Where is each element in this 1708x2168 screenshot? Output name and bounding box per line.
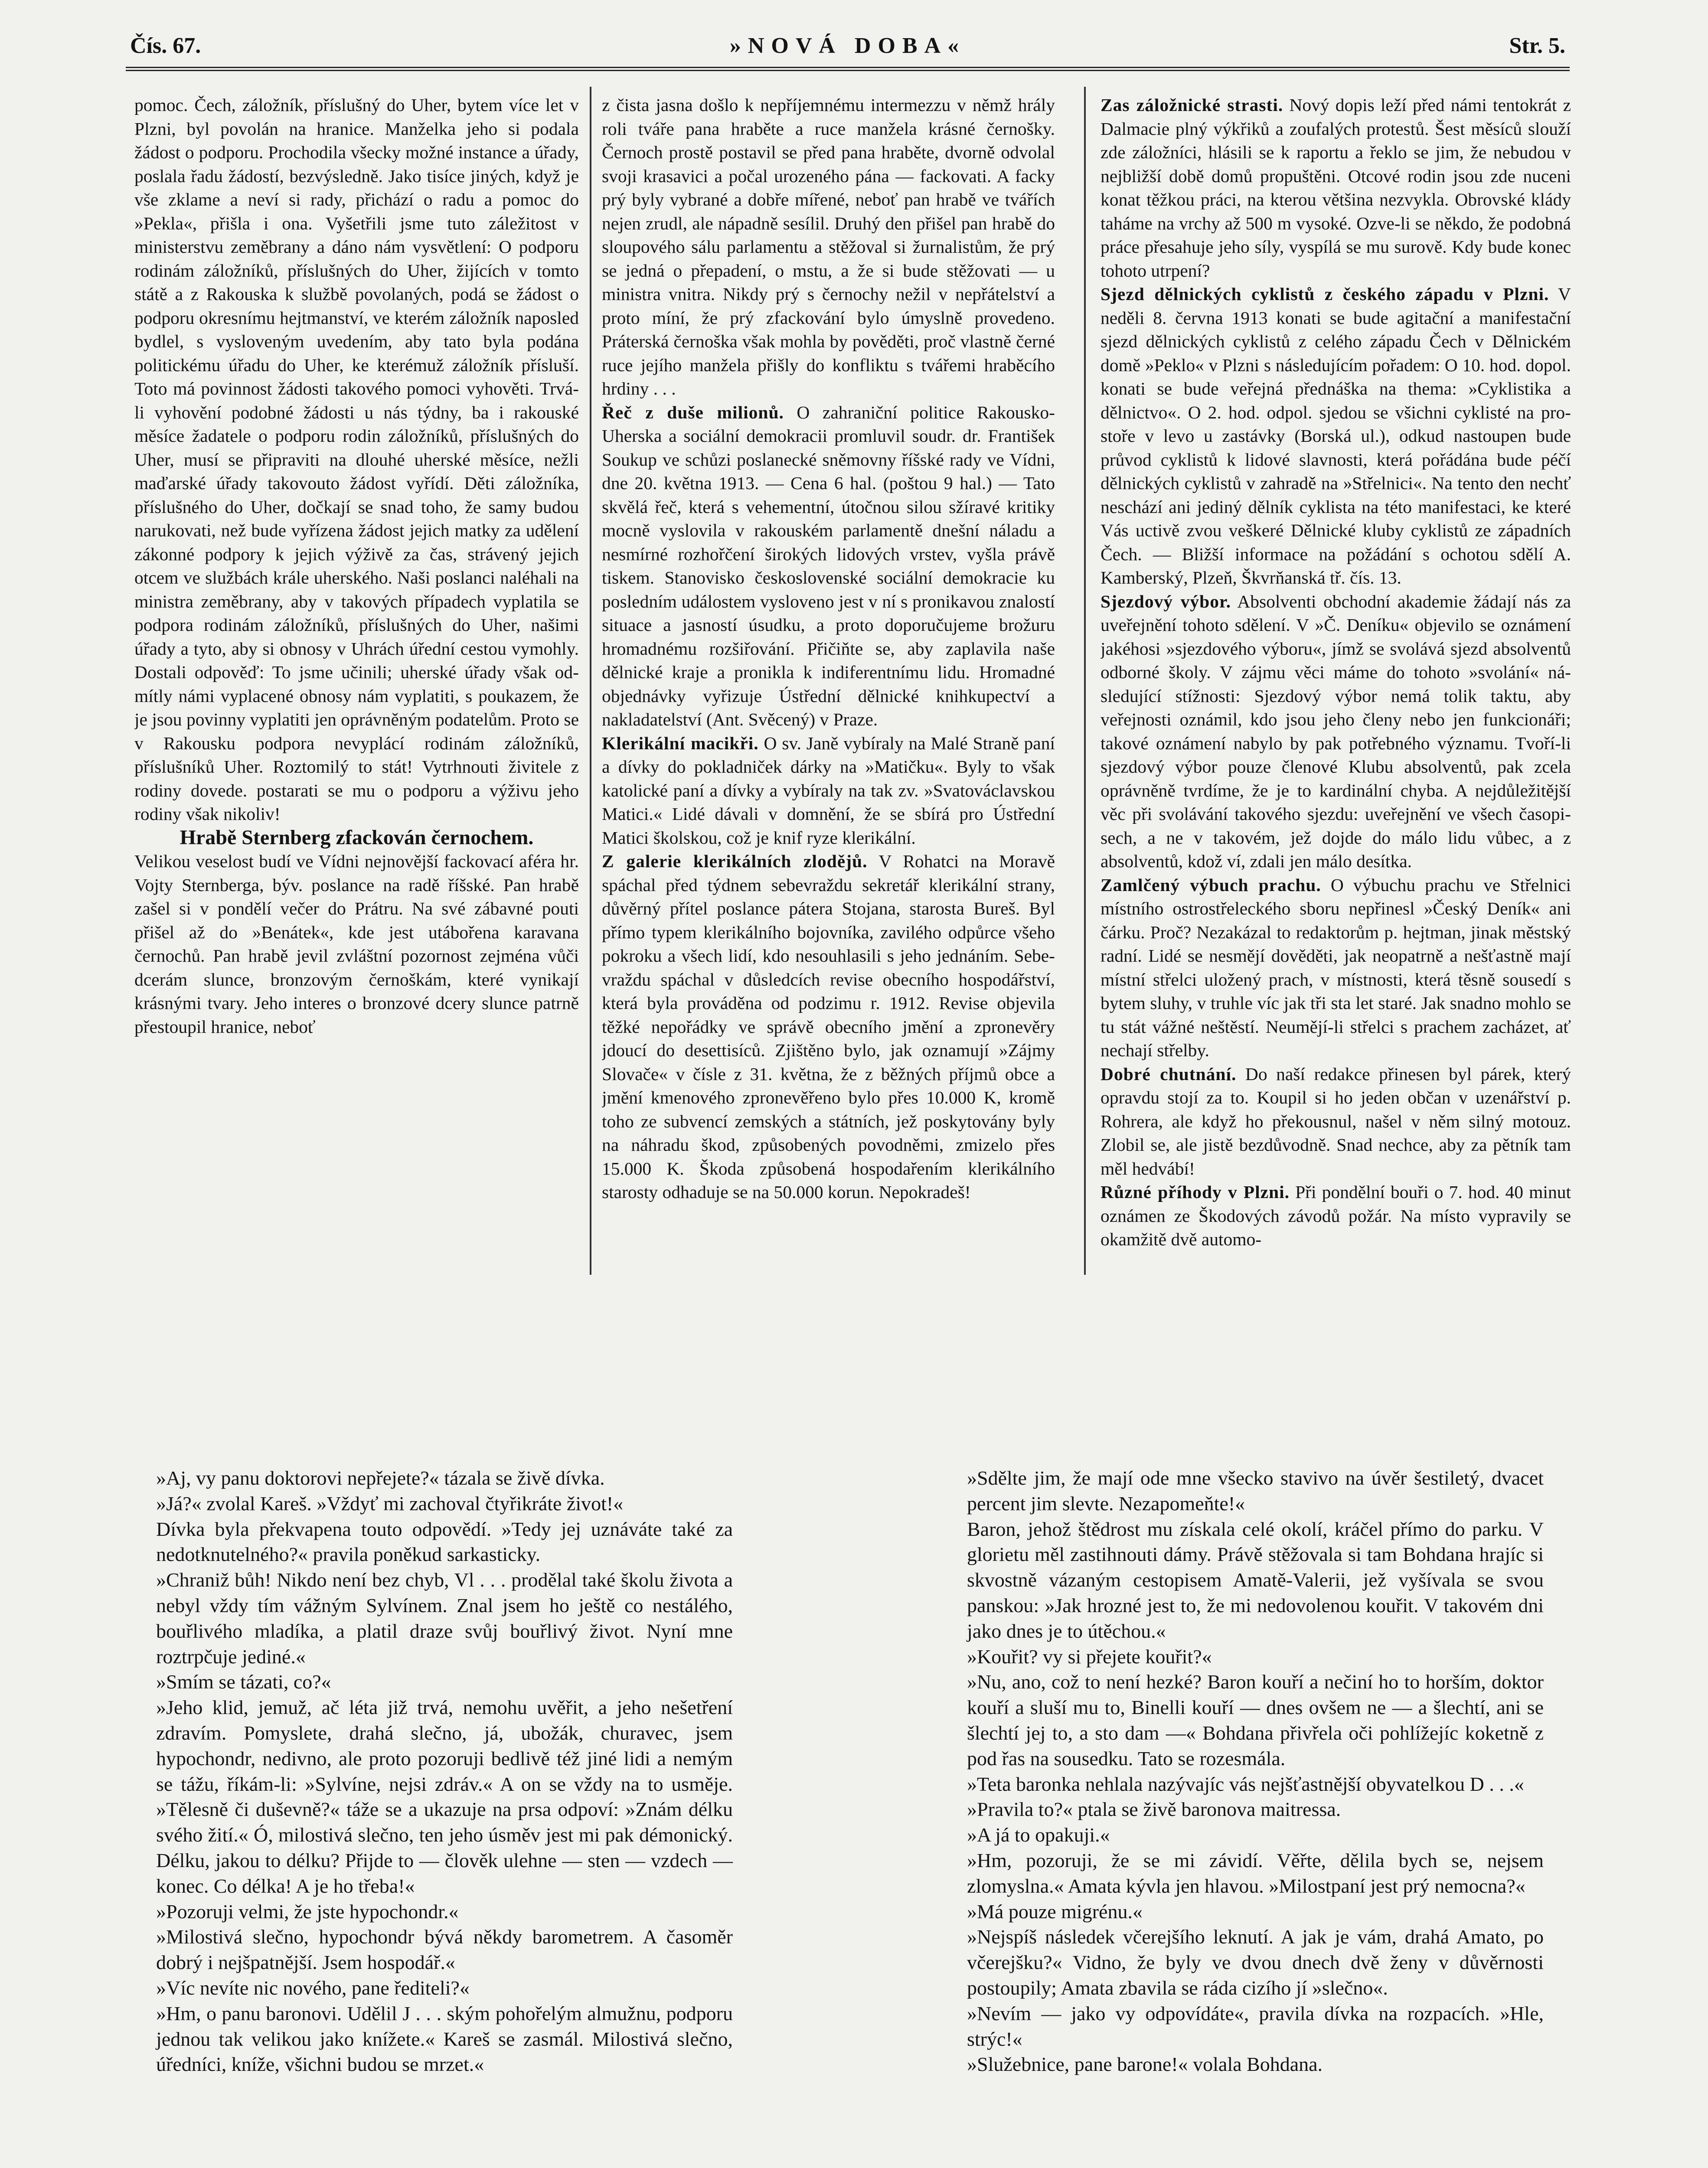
- news-item: [602, 401, 1055, 731]
- dialogue-paragraph: »Nu, ano, což to není hezké? Baron kouří a nečiní ho to horším, doktor kouří a sluší mu to, Binelli kouří — dnes ovšem ne — a šlechtí, ani se šlechtí jej to, a sto dam —« Bohdana přivřela oči pohlížejíc koketně z pod řas na sousedku. Tato se rozesmála.: [967, 1671, 1544, 1770]
- news-item-text: Při pondělní bouři o 7. hod. 40 minut oznámen ze Škodových závodů požár. Na místo vypravily se okamžitě dvě automo-: [1101, 1182, 1571, 1249]
- article-heading: Hrabě Sternberg zfackován černochem.: [180, 826, 534, 849]
- column-2: [602, 93, 1055, 1281]
- news-item: [1101, 590, 1571, 873]
- news-item-text: V neděli 8. června 1913 konati se bude agitační a manifestační sjezd dělnických cyklistů z celého západu Čech v Dělnickém domě »Peklo« v Plzni s následujícím pořadem: O 10. hod. dopol. konati se bude veřejná přednáška na thema: »Cyklistika a dělnictvo«. O 2. hod. odpol. sjedou se všichni cyklisté na prostoře v levo u zastávky (Borská ul.), odkud nastoupen bude průvod cyklistů k lidové slavnosti, která pořádána bude péčí dělnických cyklistů v zahradě na »Střelnici«. Na tento den nechť neschází ani jediný dělník cyklista na této manifestaci, ke které Vás uctivě zvou veškeré Dělnické kluby cyklistů ze západních Čech. — Bližší informace na požádání s ochotou sdělí A. Kamberský, Plzeň, Škvrňanská tř. čís. 13.: [1101, 284, 1571, 588]
- news-item-text: O zahraniční politice Rakousko-Uherska a sociální demokracii promluvil soudr. dr. František Soukup ve schůzi poslanecké sněmovny říšské rady ve Vídni, dne 20. května 1913. — Cena 6 hal. (poštou 9 hal.) — Tato skvělá řeč, která s vehementní, útočnou silou sžíravé kritiky mocně vyslovila v rakouském parlamentě dnešní náladu a nesmírné rozhořčení širokých lidových vrstev, vyšla právě tiskem. Stanovisko československé sociální demokracie ku posledním událostem vysloveno jest v ní s pronikavou znalostí situace a jasností úsudku, a proto doporučujeme brožuru hromadnému rozšiřování. Přičiňte se, aby zaplavila naše dělnické kraje a pronikla k indiferentnímu lidu. Hromadné objednávky vyřizuje Ústřední dělnické knihkupectví a nakladatelství (Ant. Svěcený) v Praze.: [602, 402, 1055, 729]
- column-1: [134, 93, 579, 1281]
- news-item-heading: Klerikální macikři.: [602, 733, 759, 753]
- dialogue-paragraph: »Sdělte jim, že mají ode mne všecko stavivo na úvěr šestiletý, dvacet percent jim slevte. Nezapomeňte!«: [967, 1467, 1544, 1515]
- news-item-heading: Různé příhody v Plzni.: [1101, 1182, 1290, 1202]
- dialogue-paragraph: »Hm, o panu baronovi. Udělil J . . . ským pohořelým almužnu, podporu jednou tak velikou jako knížete.« Kareš se zasmál. Milostivá slečno, úředníci, kníže, všichni budou se mrzet.«: [156, 2002, 733, 2076]
- dialogue-paragraph: »Kouřit? vy si přejete kouřit?«: [967, 1645, 1212, 1668]
- dialogue-paragraph: »A já to opakuji.«: [967, 1824, 1110, 1846]
- column-divider: [590, 87, 591, 1275]
- issue-number: Čís. 67.: [130, 33, 201, 58]
- news-item-text: Do naší redakce přinesen byl párek, který opravdu stojí za to. Koupil si ho jeden občan v uzenářství p. Rohrera, ale když ho překousnul, našel v něm silný motouz. Zlobil se, ale jistě bezdůvodně. Snad nechce, aby za pětník tam měl hedvábí!: [1101, 1064, 1571, 1179]
- news-item: [1101, 873, 1571, 1062]
- news-item-text: Absolventi obchodní akademie žádají nás za uveřejnění tohoto sdělení. V »Č. Deníku« objevilo se oznámení jakéhosi »sjezdového výboru«, jímž se svolává sjezd absolventů odborné školy. V zájmu věci máme do tohoto »svolání« následující stížnosti: Sjezdový výbor nemá tolik taktu, aby veřejnosti oznámil, kdo jsou jeho členy nebo jen funkcionáři; takové oznámení nabylo by pak potřebného významu. Tvoří-li sjezdový výbor pouze členové Klubu absolventů, pak zcela oprávněně tvrdíme, že je to kardinální chyba. A nejdůležitější věc při svolávání takového sjezdu: uveřejnění ve všech časopisech, a ne v takovém, jež dojde do málo lidu vůbec, a z absolventů, kdož ví, zdali jen málo desítka.: [1101, 591, 1571, 871]
- dialogue-paragraph: »Hm, pozoruji, že se mi závidí. Věřte, dělila bych se, nejsem zlomyslna.« Amata kývla jen hlavou. »Milostpaní jest prý nemocna?«: [967, 1849, 1544, 1897]
- newspaper-title: »NOVÁ DOBA«: [729, 33, 966, 58]
- dialogue-paragraph: »Pravila to?« ptala se živě baronova maitressa.: [967, 1798, 1341, 1821]
- news-item-heading: Z galerie klerikálních zlodějů.: [602, 851, 868, 871]
- article-text: z čista jasna došlo k nepříjemnému intermezzu v němž hrály roli tváře pana hraběte a ruce manžela krásné černošky. Černoch prostě postavil se před pana hraběte, dvorně odvolal svoji krasavici a počal urozeného pána — fackovati. A facky prý byly vybrané a dobře mířené, neboť pan hrabě ve tvářích nejen zrudl, ale nápadně sesílil. Druhý den přišel pan hrabě do sloupového sálu parlamentu a stěžoval si žurnalistům, že prý se jedná o přepadení, o mstu, a že si bude stěžovati — u ministra vnitra. Nikdy prý s černochy nežil v nepřátelství a proto míní, že prý zfackování bylo úmyslně provedeno. Práterská černoška však mohla by pověděti, proč vlastně černé ruce jejího manžela přišly do konfliktu s tvářemi hraběcího hrdiny . . .: [602, 95, 1055, 398]
- dialogue-paragraph: »Pozoruji velmi, že jste hypochondr.«: [156, 1900, 459, 1923]
- dialogue-paragraph: Baron, jehož štědrost mu získala celé okolí, kráčel přímo do parku. V glorietu měl zastihnouti dámy. Právě stěžovala si tam Bohdana hrajíc si skvostně vázaným cestopisem Amatě-Valerii, jež vyšívala se svou panskou: »Jak hrozné jest to, že mi nedovolenou kouřit. V takovém dni jako dnes je to útěchou.«: [967, 1518, 1544, 1642]
- feuilleton-right: [967, 1466, 1544, 2077]
- news-item: [602, 849, 1055, 1204]
- news-item-text: O výbuchu prachu ve Střelnici místního ostrostřeleckého sboru nepřinesl »Český Deník« ani čárku. Proč? Nezakázal to redaktorům p. hejtman, jinak městský radní. Lidé se nesmějí dověděti, jak neopatrně a nešťastně mají místní střelci uložený prach, v místnosti, která těsně sousedí s bytem sluhy, v truhle víc jak tři sta let staré. Jak snadno mohlo se tu stát vážné neštěstí. Neumějí-li střelci s prachem zacházet, ať nechají střelby.: [1101, 875, 1571, 1060]
- dialogue-paragraph: »Jeho klid, jemuž, ač léta již trvá, nemohu uvěřit, a jeho nešetření zdravím. Pomyslete, drahá slečno, já, ubožák, churavec, jsem hypochondr, nedivno, ale proto pozoruji bedlivě též jiné lidi a nemým se tážu, říkám-li: »Sylvíne, nejsi zdráv.« A on se vždy na to usměje. »Tělesně či duševně?« táže se a ukazuje na prsa odpoví: »Znám délku svého žití.« Ó, milostivá slečno, ten jeho úsměv jest mi pak démonický. Délku, jakou to délku? Přijde to — člověk ulehne — sten — vzdech — konec. Co délka! A je ho třeba!«: [156, 1696, 733, 1897]
- news-item-heading: Řeč z duše milionů.: [602, 402, 784, 422]
- news-item: [1101, 93, 1571, 282]
- news-item-text: Nový dopis leží před námi tentokrát z Dalmacie plný výkřiků a zoufalých protestů. Šest měsíců slouží zde záložníci, hlásili se k raportu a řeklo se jim, že nebudou v nejbližší době domů propuštěni. Otcové rodin jsou zde nuceni konat těžkou práci, na kterou většina nezvykla. Obrovské klády taháme na vrchy až 500 m vysoké. Ozve-li se někdo, že podobná práce přesahuje jeho síly, vyspílá se mu surově. Kdy bude konec tohoto utrpení?: [1101, 95, 1571, 281]
- news-item: [1101, 1180, 1571, 1251]
- feuilleton-left: [156, 1466, 733, 2077]
- news-item: [1101, 1062, 1571, 1181]
- dialogue-paragraph: »Služebnice, pane barone!« volala Bohdana.: [967, 2053, 1323, 2076]
- dialogue-paragraph: »Chraniž bůh! Nikdo není bez chyb, Vl . . . prodělal také školu života a nebyl vždy tím vážným Sylvínem. Znal jsem ho ještě co nestálého, bouřlivého mladíka, a platil draze svůj bouřlivý život. Nyní mne roztrpčuje jediné.«: [156, 1569, 733, 1668]
- dialogue-paragraph: Dívka byla překvapena touto odpovědí. »Tedy jej uznáváte také za nedotknutelného?« pravila poněkud sarkasticky.: [156, 1518, 733, 1566]
- dialogue-paragraph: »Víc nevíte nic nového, pane řediteli?«: [156, 1976, 470, 1999]
- news-item-heading: Zamlčený výbuch prachu.: [1101, 875, 1321, 895]
- column-divider: [1084, 87, 1086, 1275]
- news-item: [1101, 282, 1571, 590]
- news-item-heading: Sjezd dělnických cyklistů z českého západu v Plzni.: [1101, 284, 1549, 304]
- article-text: Velikou veselost budí ve Vídni nejnovější fackovací aféra hr. Vojty Sternberga, býv. poslance na radě říšské. Pan hrabě zašel si v pondělí večer do Prátru. Na své zábavné pouti přišel až do »Benátek«, kde jest utábořena karavana černochů. Pan hrabě jevil zvláštní pozornost zejména vůči dcerám slunce, bronzovým černoškám, které vynikají krásnými tvary. Jeho interes o bronzové dcery slunce patrně přestoupil hranice, neboť: [134, 851, 579, 1037]
- news-item-heading: Sjezdový výbor.: [1101, 591, 1231, 611]
- news-item-heading: Zas záložnické strasti.: [1101, 95, 1283, 115]
- dialogue-paragraph: »Aj, vy panu doktorovi nepřejete?« tázala se živě dívka.: [156, 1467, 605, 1489]
- news-item-heading: Dobré chutnání.: [1101, 1064, 1237, 1084]
- news-item-text: O sv. Janě vybíraly na Malé Straně paní a dívky do pokladniček dárky na »Matičku«. Byly to však katolické paní a dívky a vybíraly na tak zv. »Svatováclavskou Matici.« Lidé dávali v domnění, že se sbírá pro Ústřední Matici školskou, což je knif ryze klerikální.: [602, 733, 1055, 848]
- dialogue-paragraph: »Nevím — jako vy odpovídáte«, pravila dívka na rozpacích. »Hle, strýc!«: [967, 2002, 1544, 2050]
- article-text: pomoc. Čech, záložník, příslušný do Uher, bytem více let v Plzni, byl povolán na hranice. Manželka jeho si podala žádost o podporu. Prochodila všecky možné instance a úřady, poslala řadu žádostí, bezvýsledně. Jako tisíce jiných, když je vše zklame a neví si rady, přichází o radu a pomoc do »Pekla«, přišla i ona. Vyšetřili jsme tuto záležitost v ministerstvu zeměbrany a dáno nám vysvětlení: O podporu rodinám záložníků, příslušných do Uher, žijících v tomto státě a z Rakouska k službě povolaných, podá se žádost o podporu okresnímu hejtmanství, ve kterém záložník naposled bydlel, s vysloveným uvedením, aby tato byla podána politickému úřadu do Uher, ke kterémuž záložník přísluší. Toto má povinnost žádosti takového pomoci vyhověti. Trvá-li vyhovění podobné žádosti u nás týdny, ba i rakouské měsíce žadatele o podporu rodin záložníků, příslušných do Uher, musí se připraviti na dlouhé uherské měsíce, nežli maďarské úřady takovouto žádost vyřídí. Děti záložníka, příslušného do Uher, dočkají se snad toho, že samy budou narukovati, než bude vyřízena žádost jejich matky za udělení zákonné podpory k jejich výživě za čas, strávený jejich otcem ve službách krále uherského. Naši poslanci naléhali na ministra zeměbrany, aby v takových případech vyplatila se podpora rodinám záložníků, příslušných do Uher, našimi úřady a tyto, aby si obnosy v Uhrách úřední cestou vymohly. Dostali odpověď: To jsme učinili; uherské úřady však odmítly námi vyplacené obnosy nám vyplatiti, s poukazem, že je jsou povinny vyplatiti jen oprávněným podatelům. Proto se v Rakousku podpora nevyplácí rodinám záložníků, příslušníků Uher. Roztomilý to stát! Vytrhnouti živitele z rodiny dovede. postarati se mu o podporu a výživu jeho rodiny však nikoliv!: [134, 95, 579, 824]
- dialogue-paragraph: »Já?« zvolal Kareš. »Vždyť mi zachoval čtyřikráte život!«: [156, 1492, 624, 1515]
- dialogue-paragraph: »Teta baronka nehlala nazývajíc vás nejšťastnější obyvatelkou D . . .«: [967, 1773, 1524, 1795]
- news-item: [602, 731, 1055, 850]
- dialogue-paragraph: »Nejspíš následek včerejšího leknutí. A jak je vám, drahá Amato, po včerejšku?« Vidno, že byly ve dvou dnech dvě ženy v důvěrnosti postoupily; Amata zbavila se ráda cizího jí »slečno«.: [967, 1926, 1544, 1999]
- dialogue-paragraph: »Má pouze migrénu.«: [967, 1900, 1143, 1923]
- page-header: [126, 28, 1570, 71]
- page-number: Str. 5.: [1509, 33, 1565, 58]
- column-3: [1101, 93, 1571, 1281]
- dialogue-paragraph: »Milostivá slečno, hypochondr bývá někdy barometrem. A časoměr dobrý i nejšpatnější. Jsem hospodář.«: [156, 1926, 733, 1974]
- news-item-text: V Rohatci na Moravě spáchal před týdnem sebevraždu sekretář klerikální strany, důvěrný přítel poslance pátera Stojana, starosta Bureš. Byl přímo typem klerikálního bojovníka, zavilého odpůrce všeho pokroku a všech lidí, kdo nesouhlasili s jeho jednáním. Sebevraždu spáchal v důsledcích revise obecního hospodářství, která byla prováděna od podzimu r. 1912. Revise objevila těžké nepořádky ve správě obecního jmění a zpronevěry jdoucí do desettisíců. Zjištěno bylo, jak oznamují »Zájmy Slovače« v čísle z 31. května, že z běžných příjmů obce a jmění kmenového zpronevěřeno bylo přes 10.000 K, kromě toho ze subvencí zemských a státních, jež poskytovány byly na náhradu škod, způsobených povodněmi, zmizelo přes 15.000 K. Škoda způsobená hospodařením klerikálního starosty odhaduje se na 50.000 korun. Nepokradeš!: [602, 851, 1055, 1202]
- dialogue-paragraph: »Smím se tázati, co?«: [156, 1671, 331, 1693]
